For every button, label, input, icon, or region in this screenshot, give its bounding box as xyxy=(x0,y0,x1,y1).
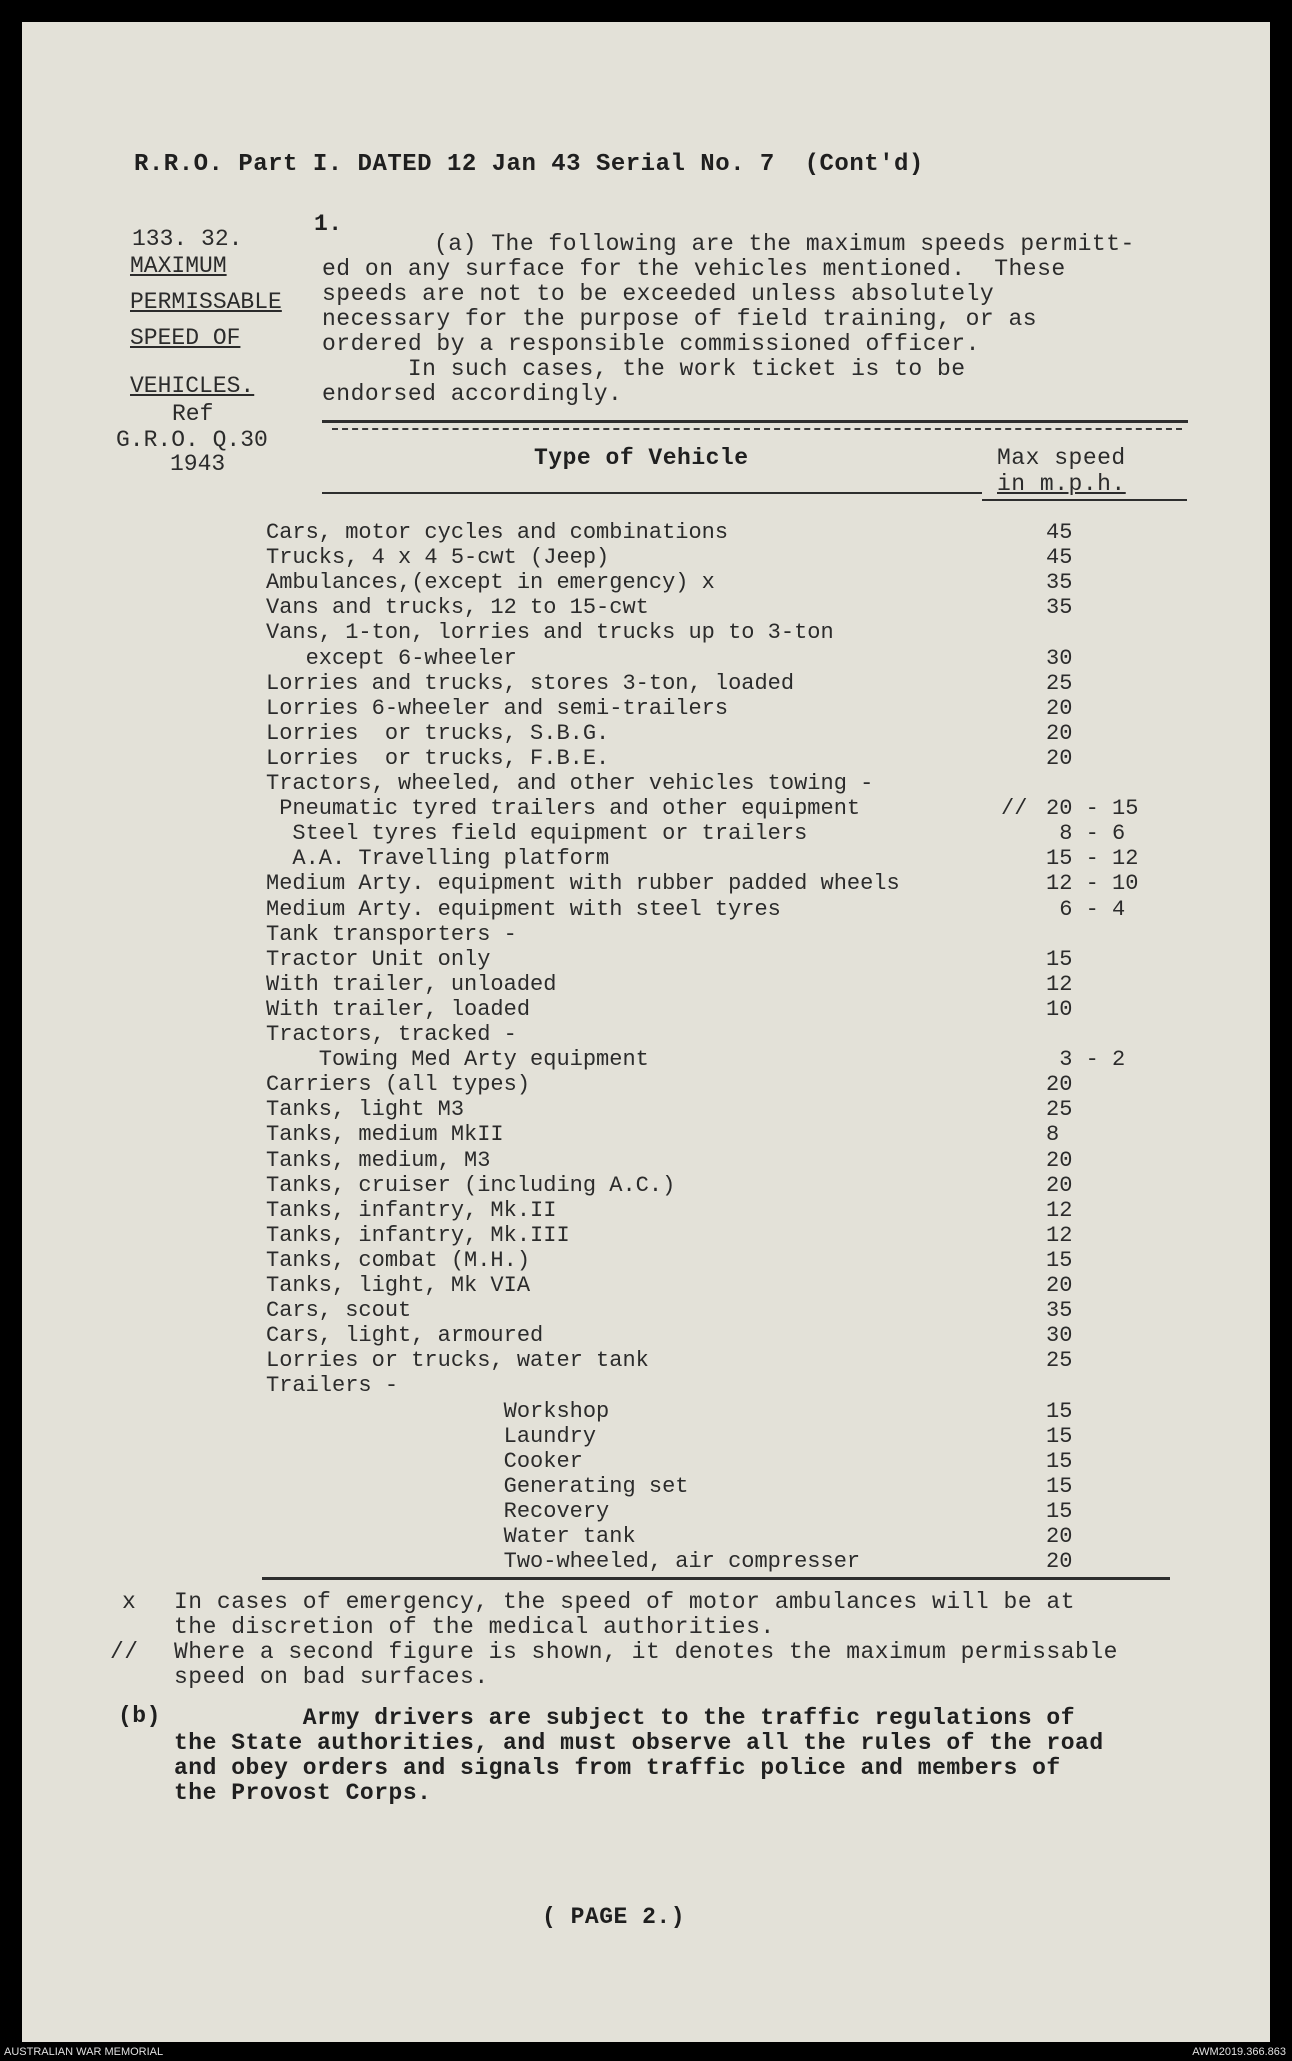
vehicle-type: Tanks, infantry, Mk.III xyxy=(266,1222,570,1248)
max-speed: 20 xyxy=(1046,1147,1073,1173)
margin-heading-line: PERMISSABLE xyxy=(130,289,282,315)
intro-line: speeds are not to be exceeded unless absolutely xyxy=(322,281,995,307)
margin-heading-line: SPEED OF xyxy=(130,325,241,351)
vehicle-type: Ambulances,(except in emergency) x xyxy=(266,570,715,596)
note-line: In cases of emergency, the speed of motor ambulances will be at xyxy=(174,1589,1076,1615)
vehicle-type: Steel tyres field equipment or trailers xyxy=(266,821,808,847)
table-top-rule xyxy=(322,420,1188,423)
table-row xyxy=(266,1097,1166,1122)
table-row xyxy=(266,696,1166,721)
vehicle-type: Vans, 1-ton, lorries and trucks up to 3-ton xyxy=(266,620,834,646)
max-speed: 35 xyxy=(1046,570,1073,596)
vehicle-type: Tractors, wheeled, and other vehicles towing - xyxy=(266,771,874,796)
table-bottom-rule xyxy=(262,1577,1170,1580)
note-line: the discretion of the medical authorities. xyxy=(174,1614,775,1640)
column-header-type: Type of Vehicle xyxy=(534,445,749,471)
table-row xyxy=(266,746,1166,771)
table-row xyxy=(266,1122,1166,1147)
table-row xyxy=(266,1549,1166,1574)
note-symbol: // xyxy=(110,1639,139,1665)
paragraph-b-line: the Provost Corps. xyxy=(174,1780,432,1806)
column-header-speed: Max speed xyxy=(997,445,1126,471)
max-speed: 12 - 10 xyxy=(1046,871,1139,897)
note-symbol: x xyxy=(122,1589,137,1615)
intro-line: endorsed accordingly. xyxy=(322,381,623,407)
max-speed: 15 xyxy=(1046,946,1073,972)
max-speed: 8 - 6 xyxy=(1046,821,1126,847)
paragraph-b-line: Army drivers are subject to the traffic regulations of xyxy=(174,1705,1076,1731)
vehicle-type: Carriers (all types) xyxy=(266,1072,531,1098)
max-speed: 20 xyxy=(1046,1072,1073,1098)
vehicle-type: Towing Med Arty equipment xyxy=(266,1047,649,1073)
max-speed: 15 xyxy=(1046,1398,1073,1424)
table-row xyxy=(266,1348,1166,1373)
max-speed: 15 xyxy=(1046,1498,1073,1524)
serial-numbers: 133. 32. xyxy=(132,226,243,252)
table-top-rule-dashed xyxy=(332,428,1182,430)
vehicle-type: Tanks, cruiser (including A.C.) xyxy=(266,1172,676,1198)
vehicle-type: Recovery xyxy=(266,1498,610,1524)
max-speed: 20 xyxy=(1046,1549,1073,1575)
note-line: speed on bad surfaces. xyxy=(174,1664,489,1690)
table-row xyxy=(266,721,1166,746)
intro-line: In such cases, the work ticket is to be xyxy=(322,356,966,382)
vehicle-type: Tanks, light M3 xyxy=(266,1097,465,1123)
max-speed: 20 xyxy=(1046,745,1073,771)
header-underline xyxy=(322,492,982,494)
table-row xyxy=(266,821,1166,846)
vehicle-type: Lorries and trucks, stores 3-ton, loaded xyxy=(266,670,795,696)
speed-header-underline xyxy=(982,499,1187,501)
bad-surface-mark: // xyxy=(1001,796,1028,822)
vehicle-type: Tanks, infantry, Mk.II xyxy=(266,1197,557,1223)
max-speed: 30 xyxy=(1046,1323,1073,1349)
table-row xyxy=(266,545,1166,570)
table-row xyxy=(266,1424,1166,1449)
table-row xyxy=(266,1223,1166,1248)
max-speed: 15 xyxy=(1046,1423,1073,1449)
vehicle-type: Vans and trucks, 12 to 15-cwt xyxy=(266,595,649,621)
intro-line: necessary for the purpose of field training, or as xyxy=(322,306,1038,332)
paragraph-b-label: (b) xyxy=(118,1703,161,1729)
vehicle-type: Medium Arty. equipment with rubber padded wheels xyxy=(266,871,900,897)
vehicle-type: Tanks, combat (M.H.) xyxy=(266,1247,531,1273)
table-row xyxy=(266,595,1166,620)
max-speed: 15 xyxy=(1046,1247,1073,1273)
max-speed: 15 - 12 xyxy=(1046,846,1139,872)
paragraph-b-line: the State authorities, and must observe all the rules of the road xyxy=(174,1730,1104,1756)
max-speed: 15 xyxy=(1046,1473,1073,1499)
table-row xyxy=(266,1449,1166,1474)
vehicle-type: Tanks, medium MkII xyxy=(266,1122,504,1148)
max-speed: 30 xyxy=(1046,645,1073,671)
vehicle-type: Generating set xyxy=(266,1473,689,1499)
table-row xyxy=(266,520,1166,545)
max-speed: 45 xyxy=(1046,520,1073,545)
table-row xyxy=(266,1323,1166,1348)
max-speed: 12 xyxy=(1046,1222,1073,1248)
table-row xyxy=(266,997,1166,1022)
column-header-speed-units: in m.p.h. xyxy=(997,471,1126,497)
table-row xyxy=(266,1047,1166,1072)
vehicle-type: Two-wheeled, air compresser xyxy=(266,1549,861,1575)
table-row xyxy=(266,1298,1166,1323)
ref-line: G.R.O. Q.30 xyxy=(116,427,268,453)
table-row xyxy=(266,1373,1166,1398)
max-speed: 45 xyxy=(1046,545,1073,571)
vehicle-type: Cars, motor cycles and combinations xyxy=(266,520,729,545)
max-speed: 15 xyxy=(1046,1448,1073,1474)
vehicle-type: Pneumatic tyred trailers and other equipment xyxy=(266,796,861,822)
table-row xyxy=(266,1399,1166,1424)
paragraph-number: 1. xyxy=(314,211,343,237)
document-header: R.R.O. Part I. DATED 12 Jan 43 Serial No. 7 (Cont'd) xyxy=(134,151,924,178)
ref-line: Ref xyxy=(172,401,214,427)
vehicle-type: Tractor Unit only xyxy=(266,946,491,972)
vehicle-type: With trailer, loaded xyxy=(266,996,531,1022)
vehicle-type: Medium Arty. equipment with steel tyres xyxy=(266,896,781,922)
table-row xyxy=(266,771,1166,796)
vehicle-type: Cars, light, armoured xyxy=(266,1323,544,1349)
max-speed: 20 xyxy=(1046,1524,1073,1549)
table-row xyxy=(266,1248,1166,1273)
table-row xyxy=(266,897,1166,922)
vehicle-type: Lorries or trucks, water tank xyxy=(266,1348,649,1374)
vehicle-type: Lorries 6-wheeler and semi-trailers xyxy=(266,695,729,721)
vehicle-type: Tractors, tracked - xyxy=(266,1022,517,1047)
table-row xyxy=(266,846,1166,871)
max-speed: 8 xyxy=(1046,1122,1060,1148)
max-speed: 20 xyxy=(1046,720,1073,746)
max-speed: 25 xyxy=(1046,670,1073,696)
ref-line: 1943 xyxy=(170,451,226,477)
table-row xyxy=(266,1474,1166,1499)
max-speed: 25 xyxy=(1046,1348,1073,1374)
vehicle-type: Tanks, light, Mk VIA xyxy=(266,1273,531,1298)
intro-line: (a) The following are the maximum speeds permitt- xyxy=(434,231,1135,257)
table-row xyxy=(266,796,1166,821)
table-row xyxy=(266,620,1166,645)
paragraph-b-line: and obey orders and signals from traffic police and members of xyxy=(174,1755,1061,1781)
vehicle-type: Tank transporters - xyxy=(266,921,517,947)
table-row xyxy=(266,1198,1166,1223)
table-row xyxy=(266,871,1166,896)
table-row xyxy=(266,1173,1166,1198)
max-speed: 25 xyxy=(1046,1097,1073,1123)
table-row xyxy=(266,1148,1166,1173)
margin-heading-line: MAXIMUM xyxy=(130,253,227,279)
vehicle-type: Cars, scout xyxy=(266,1298,412,1324)
intro-line: ed on any surface for the vehicles mentioned. These xyxy=(322,256,1066,282)
table-row xyxy=(266,671,1166,696)
intro-line: ordered by a responsible commissioned officer. xyxy=(322,331,980,357)
vehicle-type: Cooker xyxy=(266,1448,583,1474)
max-speed: 20 - 15 xyxy=(1046,796,1139,822)
table-row xyxy=(266,1499,1166,1524)
table-row xyxy=(266,972,1166,997)
vehicle-type: Tanks, medium, M3 xyxy=(266,1147,491,1173)
vehicle-type: A.A. Travelling platform xyxy=(266,846,610,872)
vehicle-type: With trailer, unloaded xyxy=(266,971,557,997)
table-row xyxy=(266,570,1166,595)
max-speed: 10 xyxy=(1046,996,1073,1022)
vehicle-type: Trailers - xyxy=(266,1373,399,1399)
archive-reference: AWM2019.366.863 xyxy=(1192,2046,1286,2058)
table-row xyxy=(266,922,1166,947)
max-speed: 35 xyxy=(1046,1298,1073,1324)
table-row xyxy=(266,1022,1166,1047)
table-row xyxy=(266,646,1166,671)
max-speed: 35 xyxy=(1046,595,1073,621)
note-line: Where a second figure is shown, it denotes the maximum permissable xyxy=(174,1639,1118,1665)
vehicle-type: Lorries or trucks, S.B.G. xyxy=(266,720,610,746)
margin-heading-line: VEHICLES. xyxy=(130,373,255,399)
vehicle-type: Laundry xyxy=(266,1423,597,1449)
vehicle-type: Lorries or trucks, F.B.E. xyxy=(266,745,610,771)
table-row xyxy=(266,947,1166,972)
archive-name: AUSTRALIAN WAR MEMORIAL xyxy=(4,2046,164,2058)
vehicle-type: except 6-wheeler xyxy=(266,645,517,671)
table-row xyxy=(266,1273,1166,1298)
max-speed: 20 xyxy=(1046,695,1073,721)
vehicle-type: Water tank xyxy=(266,1524,636,1549)
max-speed: 20 xyxy=(1046,1273,1073,1298)
vehicle-type: Workshop xyxy=(266,1398,610,1424)
max-speed: 20 xyxy=(1046,1172,1073,1198)
vehicle-type: Trucks, 4 x 4 5-cwt (Jeep) xyxy=(266,545,610,571)
max-speed: 6 - 4 xyxy=(1046,896,1126,922)
max-speed: 3 - 2 xyxy=(1046,1047,1126,1073)
max-speed: 12 xyxy=(1046,1197,1073,1223)
table-row xyxy=(266,1524,1166,1549)
page-number: ( PAGE 2.) xyxy=(542,1904,686,1930)
archive-footer xyxy=(0,2043,1292,2061)
table-row xyxy=(266,1072,1166,1097)
max-speed: 12 xyxy=(1046,971,1073,997)
document-page xyxy=(22,22,1270,2042)
